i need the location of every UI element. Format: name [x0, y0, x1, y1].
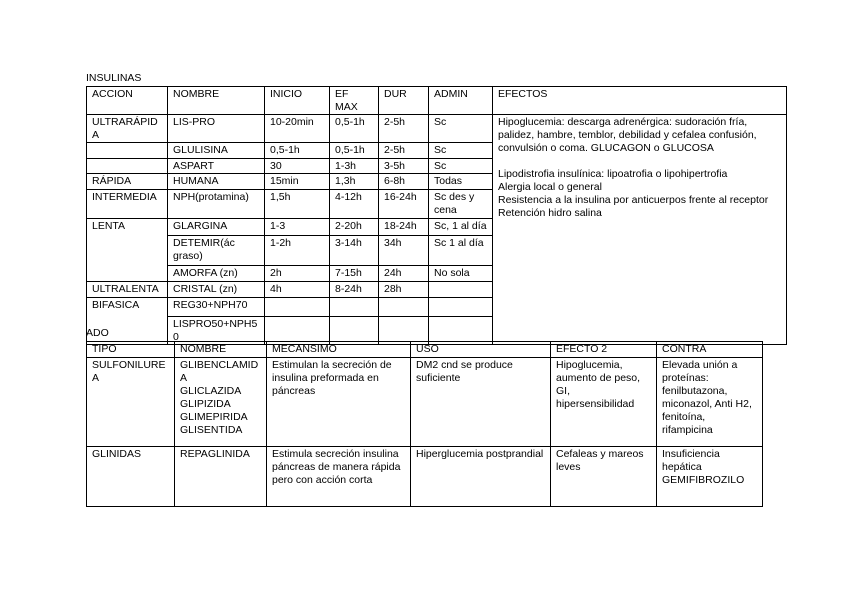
cell: [330, 298, 379, 317]
cell: 24h: [379, 266, 429, 282]
cell: [429, 282, 493, 298]
cell: 30: [265, 159, 330, 174]
cell: NPH(protamina): [168, 190, 265, 219]
header-cell: CONTRA: [657, 342, 763, 358]
cell: 18-24h: [379, 219, 429, 236]
header-cell: NOMBRE: [175, 342, 267, 358]
cell: ULTRALENTA: [87, 282, 168, 298]
cell: Sc: [429, 143, 493, 159]
cell: ULTRARÁPIDA: [87, 115, 168, 143]
cell: No sola: [429, 266, 493, 282]
insulinas-header-row: [87, 87, 787, 115]
cell: CRISTAL (zn): [168, 282, 265, 298]
cell: 0,5-1h: [330, 115, 379, 143]
table-row: [87, 447, 763, 507]
cell: Insuficiencia hepática GEMIFIBROZILO: [657, 447, 763, 507]
cell: 8-24h: [330, 282, 379, 298]
header-cell: EFECTOS: [493, 87, 787, 115]
efectos-cell: Hipoglucemia: descarga adrenérgica: sudoración fría, palidez, hambre, temblor, debilidad y cefalea confusión, convulsión o coma. GLUCAGON o GLUCOSA Lipodistrofia insulínica: lipoatrofia o lipohipertrofia Alergia local o general Resistencia a la insulina por anticuerpos frente al receptor Retención hidro salina: [493, 115, 787, 345]
cell: 2h: [265, 266, 330, 282]
cell: 0,5-1h: [330, 143, 379, 159]
cell: [265, 298, 330, 317]
table-row: [87, 358, 763, 447]
cell: 6-8h: [379, 174, 429, 190]
cell: LENTA: [87, 219, 168, 282]
cell: RÁPIDA: [87, 174, 168, 190]
cell: 4-12h: [330, 190, 379, 219]
cell: Sc des y cena: [429, 190, 493, 219]
header-cell: ADMIN: [429, 87, 493, 115]
header-cell: INICIO: [265, 87, 330, 115]
cell: HUMANA: [168, 174, 265, 190]
ado-table: [86, 341, 763, 507]
cell: DETEMIR(ác graso): [168, 236, 265, 266]
header-cell: DUR: [379, 87, 429, 115]
cell: Hipoglucemia, aumento de peso, GI, hipersensibilidad: [551, 358, 657, 447]
cell: 1,5h: [265, 190, 330, 219]
cell: 1-2h: [265, 236, 330, 266]
cell: 15min: [265, 174, 330, 190]
cell: 34h: [379, 236, 429, 266]
cell: REG30+NPH70: [168, 298, 265, 317]
cell: 1-3: [265, 219, 330, 236]
cell: [429, 298, 493, 317]
cell: SULFONILUREA: [87, 358, 175, 447]
cell: GLINIDAS: [87, 447, 175, 507]
cell: 3-14h: [330, 236, 379, 266]
cell: DM2 cnd se produce suficiente: [411, 358, 551, 447]
cell: 7-15h: [330, 266, 379, 282]
cell: Sc, 1 al día: [429, 219, 493, 236]
cell: REPAGLINIDA: [175, 447, 267, 507]
cell: [87, 159, 168, 174]
ado-title: ADO: [86, 327, 109, 339]
cell: GLULISINA: [168, 143, 265, 159]
cell: 10-20min: [265, 115, 330, 143]
cell: INTERMEDIA: [87, 190, 168, 219]
cell: 16-24h: [379, 190, 429, 219]
cell: [379, 298, 429, 317]
header-cell: ACCION: [87, 87, 168, 115]
cell: 3-5h: [379, 159, 429, 174]
cell: Todas: [429, 174, 493, 190]
cell: ASPART: [168, 159, 265, 174]
cell: Sc 1 al día: [429, 236, 493, 266]
cell: BIFASICA: [87, 298, 168, 345]
cell: 2-5h: [379, 143, 429, 159]
cell: Estimulan la secreción de insulina preformada en páncreas: [267, 358, 411, 447]
cell: Sc: [429, 115, 493, 143]
cell: Sc: [429, 159, 493, 174]
cell: 1-3h: [330, 159, 379, 174]
ado-header-row: [87, 342, 763, 358]
cell: AMORFA (zn): [168, 266, 265, 282]
cell: 2-5h: [379, 115, 429, 143]
header-cell: EFECTO 2: [551, 342, 657, 358]
cell: 4h: [265, 282, 330, 298]
cell: Elevada unión a proteínas: fenilbutazona, miconazol, Anti H2, fenitoína, rifampicina: [657, 358, 763, 447]
cell: LISPRO50+NPH50: [168, 317, 265, 345]
cell: 2-20h: [330, 219, 379, 236]
table-row: [87, 115, 787, 143]
insulinas-title: INSULINAS: [86, 72, 142, 84]
header-cell: USO: [411, 342, 551, 358]
cell: LIS-PRO: [168, 115, 265, 143]
header-cell: TIPO: [87, 342, 175, 358]
cell: [87, 143, 168, 159]
cell: 28h: [379, 282, 429, 298]
cell: GLIBENCLAMIDA GLICLAZIDA GLIPIZIDA GLIMEPIRIDA GLISENTIDA: [175, 358, 267, 447]
cell: 1,3h: [330, 174, 379, 190]
cell: Estimula secreción insulina páncreas de manera rápida pero con acción corta: [267, 447, 411, 507]
insulinas-table: [86, 86, 787, 345]
cell: Hiperglucemia postprandial: [411, 447, 551, 507]
header-cell: MECANSIMO: [267, 342, 411, 358]
cell: Cefaleas y mareos leves: [551, 447, 657, 507]
cell: GLARGINA: [168, 219, 265, 236]
header-cell: EF MAX: [330, 87, 379, 115]
cell: 0,5-1h: [265, 143, 330, 159]
header-cell: NOMBRE: [168, 87, 265, 115]
